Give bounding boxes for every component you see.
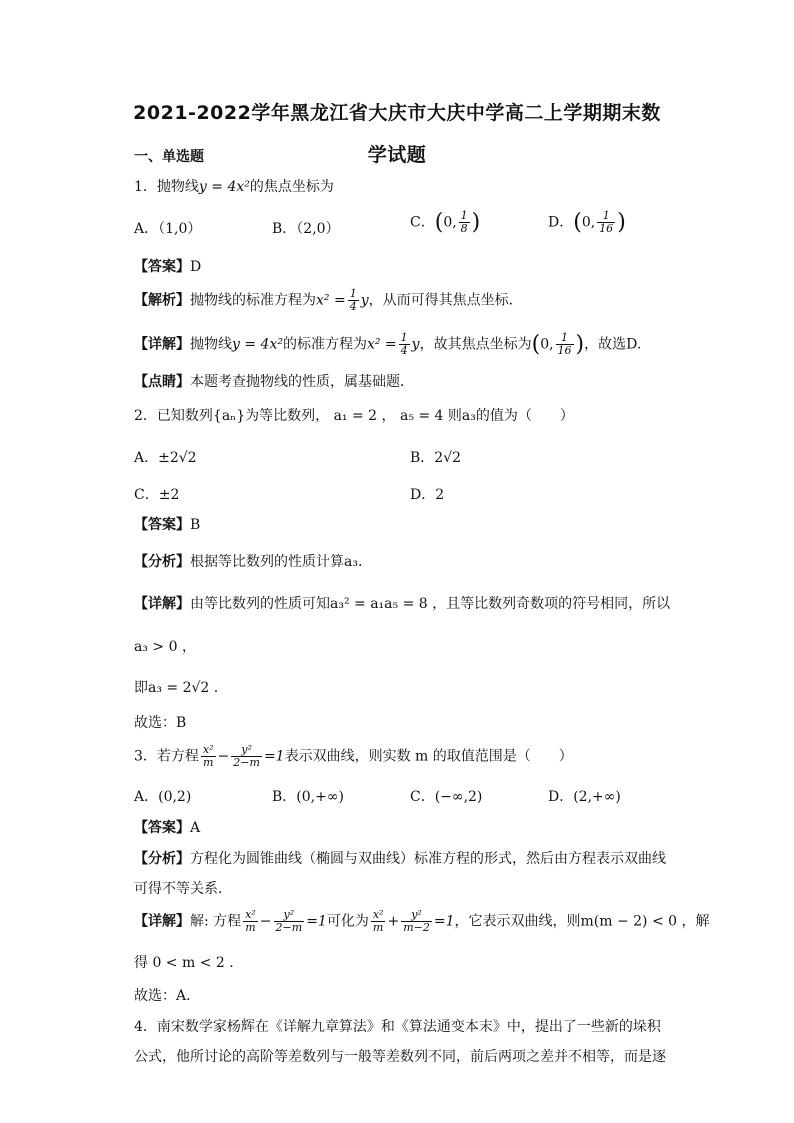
q2-detail-line3: 即a₃ = 2√2 . bbox=[134, 680, 219, 696]
q1-comment-tag: 【点睛】 bbox=[134, 374, 190, 390]
q2-choose: 故选：B bbox=[134, 715, 187, 731]
q1-detail: 【详解】抛物线y = 4x²的标准方程为x² = $\frac{1}{4}$ y，故其焦点坐标为(0, $\frac{1}{16}$ )，故选D. bbox=[134, 331, 642, 357]
document-title-line1: 2021-2022学年黑龙江省大庆市大庆中学高二上学期期末数 bbox=[133, 102, 661, 124]
q1-detail-tag: 【详解】 bbox=[134, 336, 190, 353]
q3-option-c: C．(−∞,2) bbox=[410, 789, 483, 805]
q1-analysis: 【解析】抛物线的标准方程为x² = $\frac{1}{4}$ y，从而可得其焦点坐标． bbox=[134, 287, 523, 313]
q3-analysis-line1: 【分析】方程化为圆锥曲线（椭圆与双曲线）标准方程的形式，然后由方程表示双曲线 bbox=[134, 851, 666, 867]
question-4-line2: 公式，他所讨论的高阶等差数列与一般等差数列不同，前后两项之差并不相等，而是逐 bbox=[134, 1049, 666, 1065]
q1-stem-pre: 1．抛物线 bbox=[134, 179, 199, 195]
q3-analysis-line2: 可得不等关系． bbox=[134, 881, 232, 897]
q2-analysis: 【分析】根据等比数列的性质计算a₃. bbox=[134, 554, 363, 570]
q1-option-d-label: D． bbox=[548, 214, 574, 231]
q1-option-c-fraction: $\frac{1}{8}$ bbox=[460, 209, 468, 235]
q3-answer: 【答案】A bbox=[134, 820, 201, 836]
question-2-stem: 2．已知数列{aₙ}为等比数列， a₁ = 2 ， a₅ = 4 则a₃的值为（ ） bbox=[134, 408, 574, 424]
q1-stem-math: y = 4x² bbox=[198, 179, 250, 195]
question-1-stem bbox=[134, 176, 334, 196]
q2-option-c: C．±2 bbox=[134, 487, 180, 503]
q1-analysis-tag: 【解析】 bbox=[134, 292, 190, 309]
document-title-line2: 学试题 bbox=[367, 144, 427, 166]
q1-answer-value: D bbox=[190, 259, 202, 275]
q2-detail-line2: a₃ > 0 ， bbox=[134, 639, 196, 655]
q3-detail: 【详解】解: 方程 $\frac{\text{x²}}{m}$ − $\frac{\text{y²}}{2-m}$ =1可化为 $\frac{\text{x²}}{m}$ + $\frac{\text{y²}}{m-2}$ =1，它表示双曲线，则m(m − 2) < 0 ，解 bbox=[134, 908, 710, 934]
q1-option-c-label: C． bbox=[410, 214, 435, 231]
q2-answer: 【答案】B bbox=[134, 517, 201, 533]
q2-detail-line1: 【详解】由等比数列的性质可知a₃² = a₁a₅ = 8 ，且等比数列奇数项的符号相同，所以 bbox=[134, 596, 671, 612]
q3-detail-line2: 得 0 < m < 2 . bbox=[134, 955, 234, 971]
question-4-line1: 4．南宋数学家杨辉在《详解九章算法》和《算法通变本末》中，提出了一些新的垛积 bbox=[134, 1019, 661, 1035]
q1-option-a: A．（1,0） bbox=[134, 221, 202, 237]
q1-comment: 【点睛】本题考查抛物线的性质，属基础题． bbox=[134, 374, 414, 390]
q1-option-b: B．（2,0） bbox=[272, 221, 340, 237]
q1-option-c: C．(0, $\frac{1}{8}$ ) bbox=[410, 209, 481, 235]
q1-option-d: D．(0, $\frac{1}{16}$ ) bbox=[548, 209, 626, 235]
q3-choose: 故选：A． bbox=[134, 988, 201, 1004]
q2-option-b: B．2√2 bbox=[410, 450, 462, 466]
q1-stem-post: 的焦点坐标为 bbox=[249, 179, 334, 195]
q3-option-b: B．(0,+∞) bbox=[272, 789, 344, 805]
question-3-stem: 3．若方程 $\frac{\text{x²}}{m}$ − $\frac{\text{y²}}{2-m}$ =1表示双曲线，则实数 m 的取值范围是（ ） bbox=[134, 743, 573, 769]
q2-option-a: A．±2√2 bbox=[134, 450, 197, 466]
q1-option-d-fraction: $\frac{1}{16}$ bbox=[599, 209, 614, 235]
section-heading: 一、单选题 bbox=[134, 149, 204, 165]
q1-answer-tag: 【答案】 bbox=[134, 259, 190, 275]
q3-option-d: D．(2,+∞) bbox=[548, 789, 621, 805]
q2-option-d: D．2 bbox=[410, 487, 445, 503]
q3-option-a: A．(0,2) bbox=[134, 789, 192, 805]
q1-answer bbox=[134, 256, 201, 276]
